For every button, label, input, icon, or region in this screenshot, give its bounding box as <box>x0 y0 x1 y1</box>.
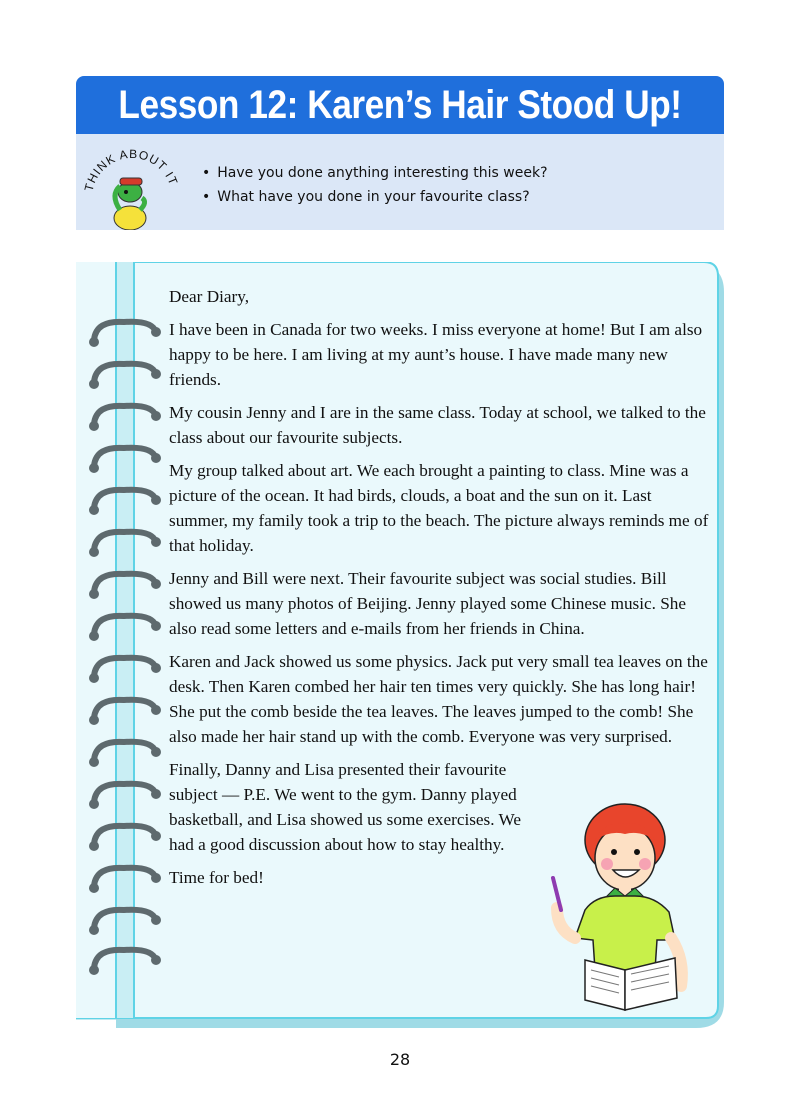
girl-writing-illustration <box>545 800 705 1015</box>
think-about-it-questions <box>202 164 548 212</box>
spiral-ring-icon <box>86 820 164 854</box>
spiral-ring-icon <box>86 944 164 978</box>
think-question: • Have you done anything interesting this week? <box>202 164 548 182</box>
think-about-it-badge <box>80 140 184 230</box>
spiral-ring-icon <box>86 904 164 938</box>
spiral-ring-icon <box>86 652 164 686</box>
spiral-ring-icon <box>86 316 164 350</box>
spiral-ring-icon <box>86 526 164 560</box>
page-number: 28 <box>389 1050 411 1069</box>
spiral-ring-icon <box>86 442 164 476</box>
spiral-ring-icon <box>86 358 164 392</box>
diary-paragraph: My cousin Jenny and I are in the same class. Today at school, we talked to the class about our favourite subjects. <box>169 403 706 447</box>
spiral-ring-icon <box>86 694 164 728</box>
lesson-title-banner <box>76 76 724 134</box>
think-about-it-label: THINK ABOUT IT <box>81 146 181 193</box>
lesson-title: Lesson 12: Karen’s Hair Stood Up! <box>118 82 682 127</box>
spiral-ring-icon <box>86 862 164 896</box>
spiral-ring-icon <box>86 484 164 518</box>
diary-paragraph: Jenny and Bill were next. Their favourite subject was social studies. Bill showed us many photos of Beijing. Jenny played some Chinese music. She also read some letters and e-mails from her friends in China. <box>169 569 687 638</box>
spiral-ring-icon <box>86 610 164 644</box>
diary-paragraph: I have been in Canada for two weeks. I miss everyone at home! But I am also happy to be here. I am living at my aunt’s house. I have made many new friends. <box>169 320 703 389</box>
think-about-it-panel <box>76 134 724 230</box>
diary-paragraph: My group talked about art. We each brought a painting to class. Mine was a picture of the ocean. It had birds, clouds, a boat and the sun on it. Last summer, my family took a trip to the beach. The picture always reminds me of that holiday. <box>169 461 709 555</box>
spiral-ring-icon <box>86 568 164 602</box>
diary-salutation: Dear Diary, <box>169 287 250 306</box>
spiral-ring-icon <box>86 400 164 434</box>
spiral-ring-icon <box>86 736 164 770</box>
diary-paragraph: Finally, Danny and Lisa presented their favourite subject — P.E. We went to the gym. Danny played basketball, and Lisa showed us some exercises. We had a good discussion about how to stay healthy. <box>169 760 521 854</box>
spiral-ring-icon <box>86 778 164 812</box>
diary-paragraph: Karen and Jack showed us some physics. Jack put very small tea leaves on the desk. Then Karen combed her hair ten times very quickly. She has long hair! She put the comb beside the tea leaves. The leaves jumped to the comb! She also made her hair stand up with the comb. Everyone was very surprised. <box>169 652 708 746</box>
think-question: • What have you done in your favourite class? <box>202 188 548 206</box>
spiral-binding <box>86 316 164 976</box>
thinking-mascot-icon <box>114 178 146 230</box>
diary-closing: Time for bed! <box>169 868 264 887</box>
